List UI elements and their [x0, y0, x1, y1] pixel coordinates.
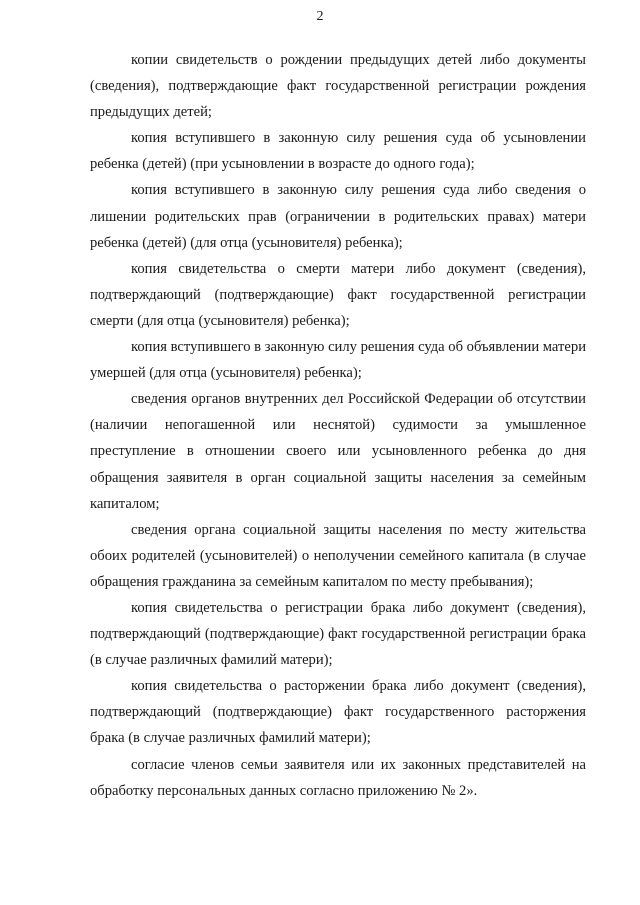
paragraph-death-certificate: копия свидетельства о смерти матери либо документ (сведения), подтверждающий (подтверждающие) факт государственной регистрации смерти (для отца (усыновителя) ребенка); [90, 260, 586, 329]
paragraph-marriage-certificate: копия свидетельства о регистрации брака либо документ (сведения), подтверждающий (подтверждающие) факт государственной регистрации брака (в случае различных фамилий матери); [90, 599, 586, 669]
paragraph-personal-data-consent: согласие членов семьи заявителя или их законных представителей на обработку персональных данных согласно приложению № 2». [90, 756, 586, 799]
paragraph-criminal-record: сведения органов внутренних дел Российской Федерации об отсутствии (наличии непогашенной или неснятой) судимости за умышленное преступление в отношении своего или усыновленного ребенка до дня обращения заявителя в орган социальной защиты населения за семейным капиталом; [90, 391, 586, 512]
paragraph-divorce-certificate: копия свидетельства о расторжении брака либо документ (сведения), подтверждающий (подтверждающие) факт государственного расторжения брака (в случае различных фамилий матери); [90, 678, 586, 747]
paragraph-birth-certificates: копии свидетельств о рождении предыдущих детей либо документы (сведения), подтверждающие факт государственной регистрации рождения предыдущих детей; [90, 52, 586, 121]
paragraph-social-protection: сведения органа социальной защиты населения по месту жительства обоих родителей (усыновителей) о неполучении семейного капитала (в случае обращения гражданина за семейным капиталом по месту пребывания); [90, 521, 586, 590]
page-number: 2 [316, 9, 324, 24]
paragraph-declared-deceased: копия вступившего в законную силу решения суда об объявлении матери умершей (для отца (усыновителя) ребенка); [90, 339, 586, 382]
document-body [90, 47, 586, 804]
paragraph-adoption-decision: копия вступившего в законную силу решения суда об усыновлении ребенка (детей) (при усыновлении в возрасте до одного года); [90, 130, 586, 173]
paragraph-parental-rights: копия вступившего в законную силу решения суда либо сведения о лишении родительских прав (ограничении в родительских правах) матери ребенка (детей) (для отца (усыновителя) ребенка); [90, 182, 586, 251]
